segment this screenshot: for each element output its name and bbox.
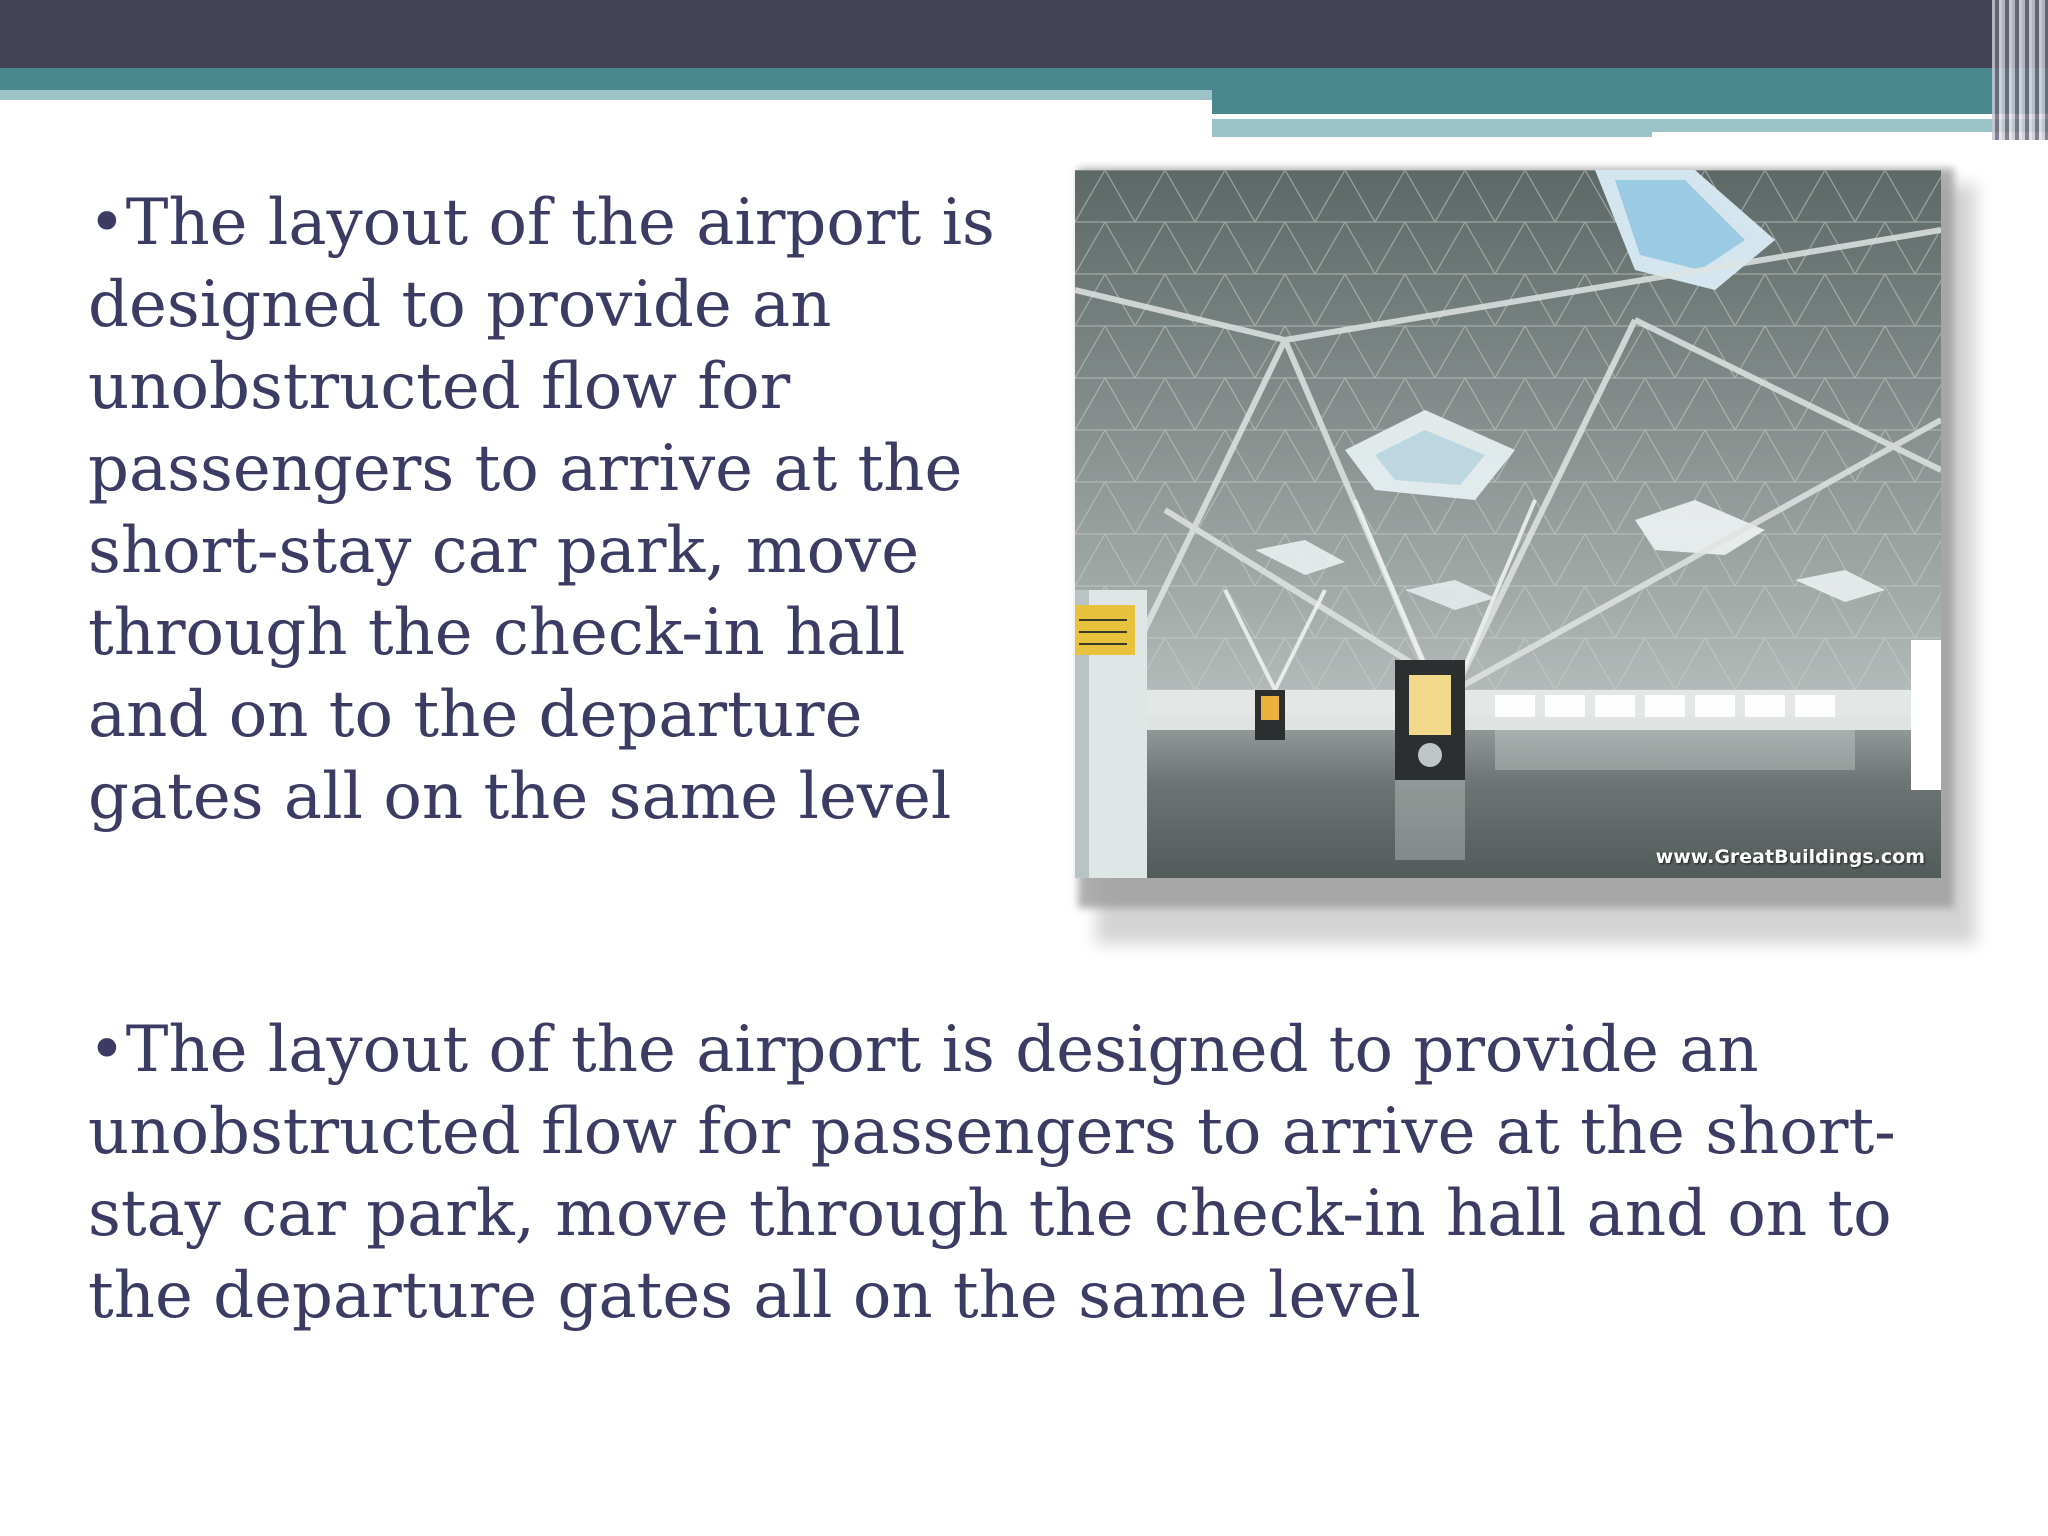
bullet-text-bottom: The layout of the airport is designed to provide an unobstructed flow for passengers to arrive at the short-stay car park, move through the check-in hall and on to the departure gates all on the same level	[88, 1013, 1896, 1333]
terminal-illustration	[1075, 170, 1941, 878]
header-stripe-cut	[1652, 132, 2048, 140]
bullet-marker: •	[88, 1013, 126, 1087]
bullet-text-top: The layout of the airport is designed to provide an unobstructed flow for passengers to arrive at the short-stay car park, move through the check-in hall and on to the departure gates all on the same level	[88, 186, 995, 834]
airport-terminal-photo	[1075, 170, 1941, 878]
header-band-dark	[0, 0, 2048, 68]
photo-watermark: www.GreatBuildings.com	[1655, 846, 1925, 868]
header-edge-lines	[1992, 0, 2048, 140]
header-band-teal	[0, 68, 2048, 90]
header-band-teal-right	[1212, 90, 2048, 114]
bullet-marker: •	[88, 186, 126, 260]
bullet-paragraph-bottom	[88, 1009, 2008, 1337]
bullet-paragraph-top	[88, 182, 1008, 838]
header-band-teal-light	[0, 90, 1212, 100]
